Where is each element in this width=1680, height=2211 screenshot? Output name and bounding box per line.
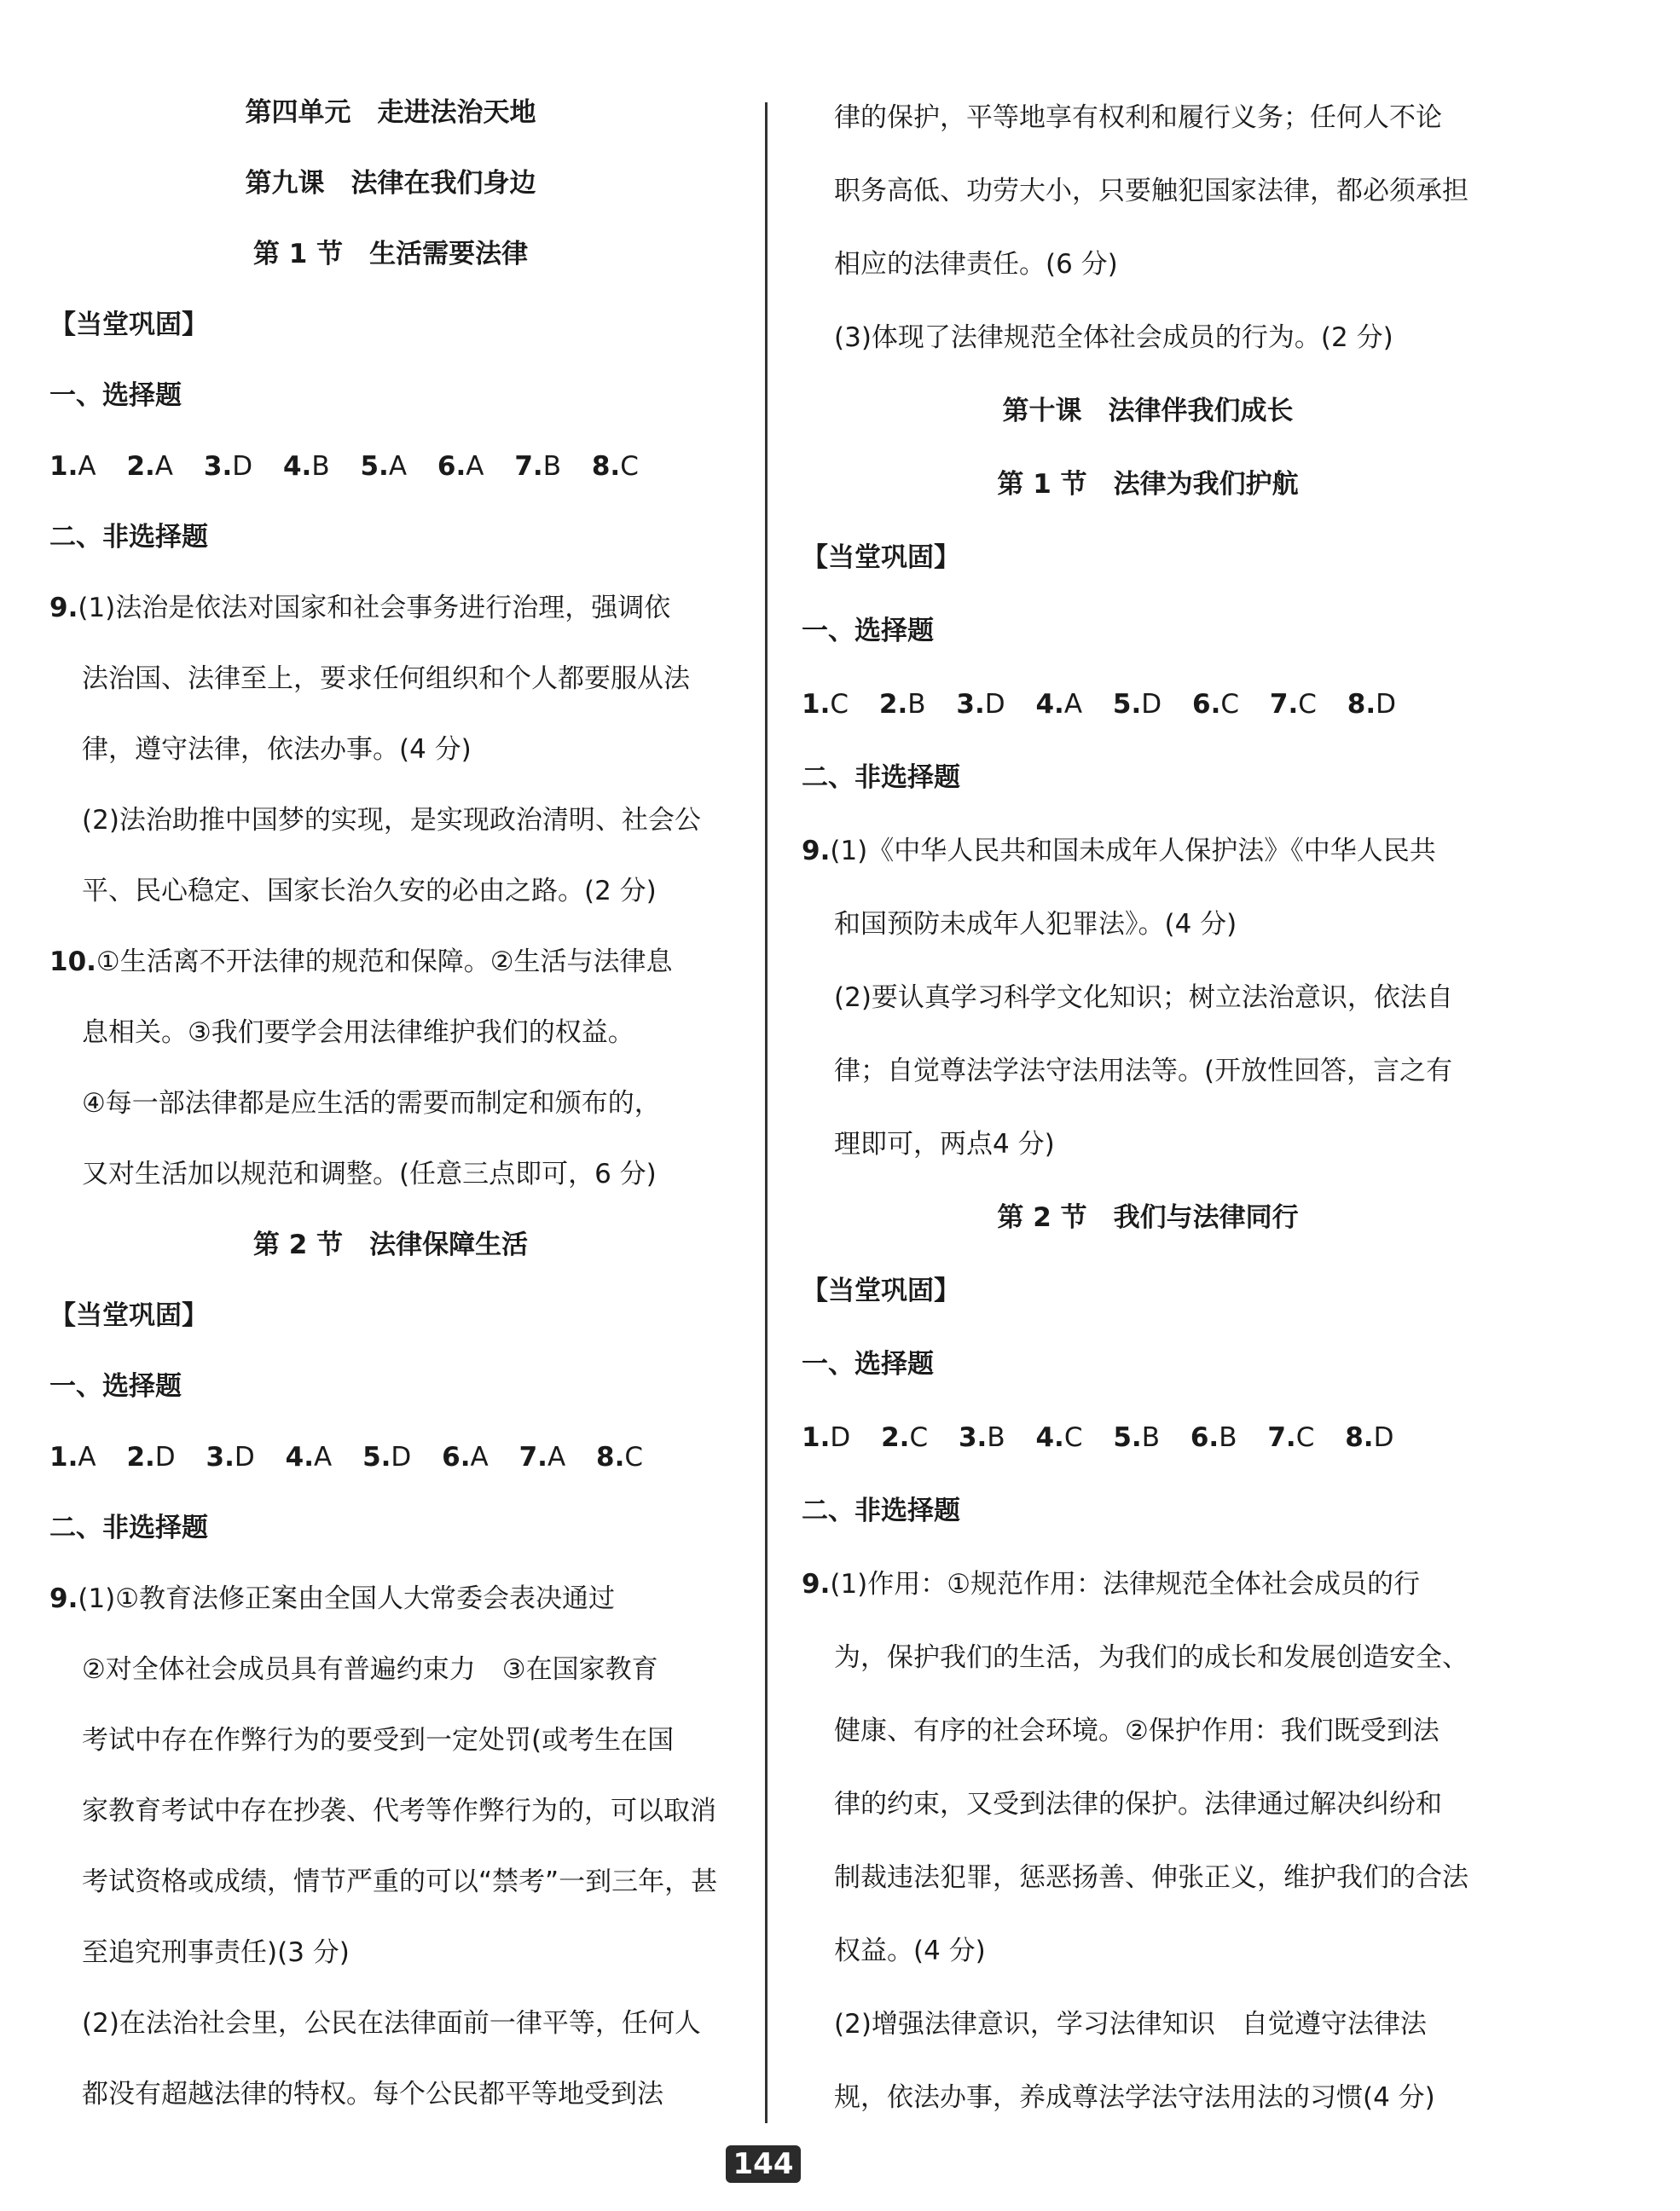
consolidate-heading: 【当堂巩固】 bbox=[49, 1300, 208, 1331]
answer-line: ④每一部法律都是应生活的需要而制定和颁布的， bbox=[82, 1088, 661, 1119]
answer-line: 平、民心稳定、国家长治久安的必由之路。(2 分) bbox=[82, 876, 657, 906]
nonchoice-heading: 二、非选择题 bbox=[49, 522, 208, 553]
answer-line: (3)体现了法律规范全体社会成员的行为。(2 分) bbox=[834, 322, 1393, 353]
section-title: 第 2 节 法律保障生活 bbox=[252, 1230, 529, 1260]
right-column bbox=[802, 101, 1494, 2154]
choice-heading: 一、选择题 bbox=[49, 1371, 182, 1402]
answer-line: 9.(1)法治是依法对国家和社会事务进行治理，强调依 bbox=[49, 593, 671, 623]
choice-answers: 1.A 2.D 3.D 4.A 5.D 6.A 7.A 8.C bbox=[49, 1442, 644, 1473]
answer-line: (2)法治助推中国梦的实现，是实现政治清明、社会公 bbox=[82, 805, 701, 836]
choice-answers: 1.A 2.A 3.D 4.B 5.A 6.A 7.B 8.C bbox=[49, 451, 639, 482]
answer-line: 职务高低、功劳大小，只要触犯国家法律，都必须承担 bbox=[834, 176, 1469, 206]
answer-line: 息相关。③我们要学会用法律维护我们的权益。 bbox=[82, 1017, 634, 1048]
section-title: 第 2 节 我们与法律同行 bbox=[997, 1202, 1299, 1233]
section-title: 第 1 节 法律为我们护航 bbox=[997, 469, 1299, 500]
answer-line: 制裁违法犯罪，惩恶扬善、伸张正义，维护我们的合法 bbox=[834, 1862, 1469, 1893]
nonchoice-heading: 二、非选择题 bbox=[49, 1513, 208, 1543]
answer-line: 家教育考试中存在抄袭、代考等作弊行为的，可以取消 bbox=[82, 1796, 716, 1826]
answer-line: 法治国、法律至上，要求任何组织和个人都要服从法 bbox=[82, 663, 690, 694]
answer-line: 考试资格或成绩，情节严重的可以“禁考”一到三年，甚 bbox=[82, 1867, 718, 1897]
answer-line: 为，保护我们的生活，为我们的成长和发展创造安全、 bbox=[834, 1642, 1469, 1673]
answer-line: (2)要认真学习科学文化知识；树立法治意识，依法自 bbox=[834, 982, 1453, 1013]
lesson-title: 第十课 法律伴我们成长 bbox=[1002, 396, 1294, 426]
consolidate-heading: 【当堂巩固】 bbox=[802, 1276, 960, 1306]
answer-line: 规，依法办事，养成尊法学法守法用法的习惯(4 分) bbox=[834, 2082, 1435, 2113]
answer-line: 律的约束，又受到法律的保护。法律通过解决纠纷和 bbox=[834, 1789, 1442, 1820]
answer-line: 律，遵守法律，依法办事。(4 分) bbox=[82, 734, 472, 765]
section-title: 第 1 节 生活需要法律 bbox=[252, 239, 529, 269]
answer-line: 10.①生活离不开法律的规范和保障。②生活与法律息 bbox=[49, 946, 673, 977]
page-number: 144 bbox=[726, 2145, 801, 2183]
answer-line: 都没有超越法律的特权。每个公民都平等地受到法 bbox=[82, 2079, 663, 2110]
answer-line: 健康、有序的社会环境。②保护作用：我们既受到法 bbox=[834, 1716, 1440, 1746]
answer-line: 至追究刑事责任)(3 分) bbox=[82, 1937, 350, 1968]
answer-line: 9.(1)《中华人民共和国未成年人保护法》《中华人民共 bbox=[802, 836, 1436, 866]
column-divider bbox=[765, 102, 768, 2123]
choice-answers: 1.C 2.B 3.D 4.A 5.D 6.C 7.C 8.D bbox=[802, 689, 1396, 720]
choice-heading: 一、选择题 bbox=[49, 380, 182, 411]
answer-line: 理即可，两点4 分) bbox=[834, 1129, 1055, 1160]
unit-title: 第四单元 走进法治天地 bbox=[245, 97, 536, 128]
answer-line: 9.(1)作用：①规范作用：法律规范全体社会成员的行 bbox=[802, 1569, 1421, 1600]
answer-line: 考试中存在作弊行为的要受到一定处罚(或考生在国 bbox=[82, 1725, 675, 1756]
answer-line: 律；自觉尊法学法守法用法等。(开放性回答，言之有 bbox=[834, 1056, 1453, 1086]
answer-line: 相应的法律责任。(6 分) bbox=[834, 249, 1118, 280]
answer-line: 和国预防未成年人犯罪法》。(4 分) bbox=[834, 909, 1237, 940]
choice-heading: 一、选择题 bbox=[802, 1349, 934, 1380]
answer-line: 律的保护，平等地享有权利和履行义务；任何人不论 bbox=[834, 102, 1442, 133]
answer-line: (2)在法治社会里，公民在法律面前一律平等，任何人 bbox=[82, 2008, 701, 2039]
nonchoice-heading: 二、非选择题 bbox=[802, 1496, 960, 1526]
consolidate-heading: 【当堂巩固】 bbox=[802, 542, 960, 573]
choice-heading: 一、选择题 bbox=[802, 616, 934, 646]
answer-line: 9.(1)①教育法修正案由全国人大常委会表决通过 bbox=[49, 1583, 616, 1614]
lesson-title: 第九课 法律在我们身边 bbox=[245, 168, 536, 199]
answer-line: 权益。(4 分) bbox=[834, 1936, 986, 1966]
choice-answers: 1.D 2.C 3.B 4.C 5.B 6.B 7.C 8.D bbox=[802, 1422, 1394, 1453]
nonchoice-heading: 二、非选择题 bbox=[802, 762, 960, 793]
consolidate-heading: 【当堂巩固】 bbox=[49, 310, 208, 340]
answer-line: (2)增强法律意识，学习法律知识 自觉遵守法律法 bbox=[834, 2009, 1427, 2040]
left-column bbox=[49, 96, 732, 2148]
answer-line: 又对生活加以规范和调整。(任意三点即可，6 分) bbox=[82, 1159, 657, 1189]
answer-line: ②对全体社会成员具有普遍约束力 ③在国家教育 bbox=[82, 1654, 658, 1685]
